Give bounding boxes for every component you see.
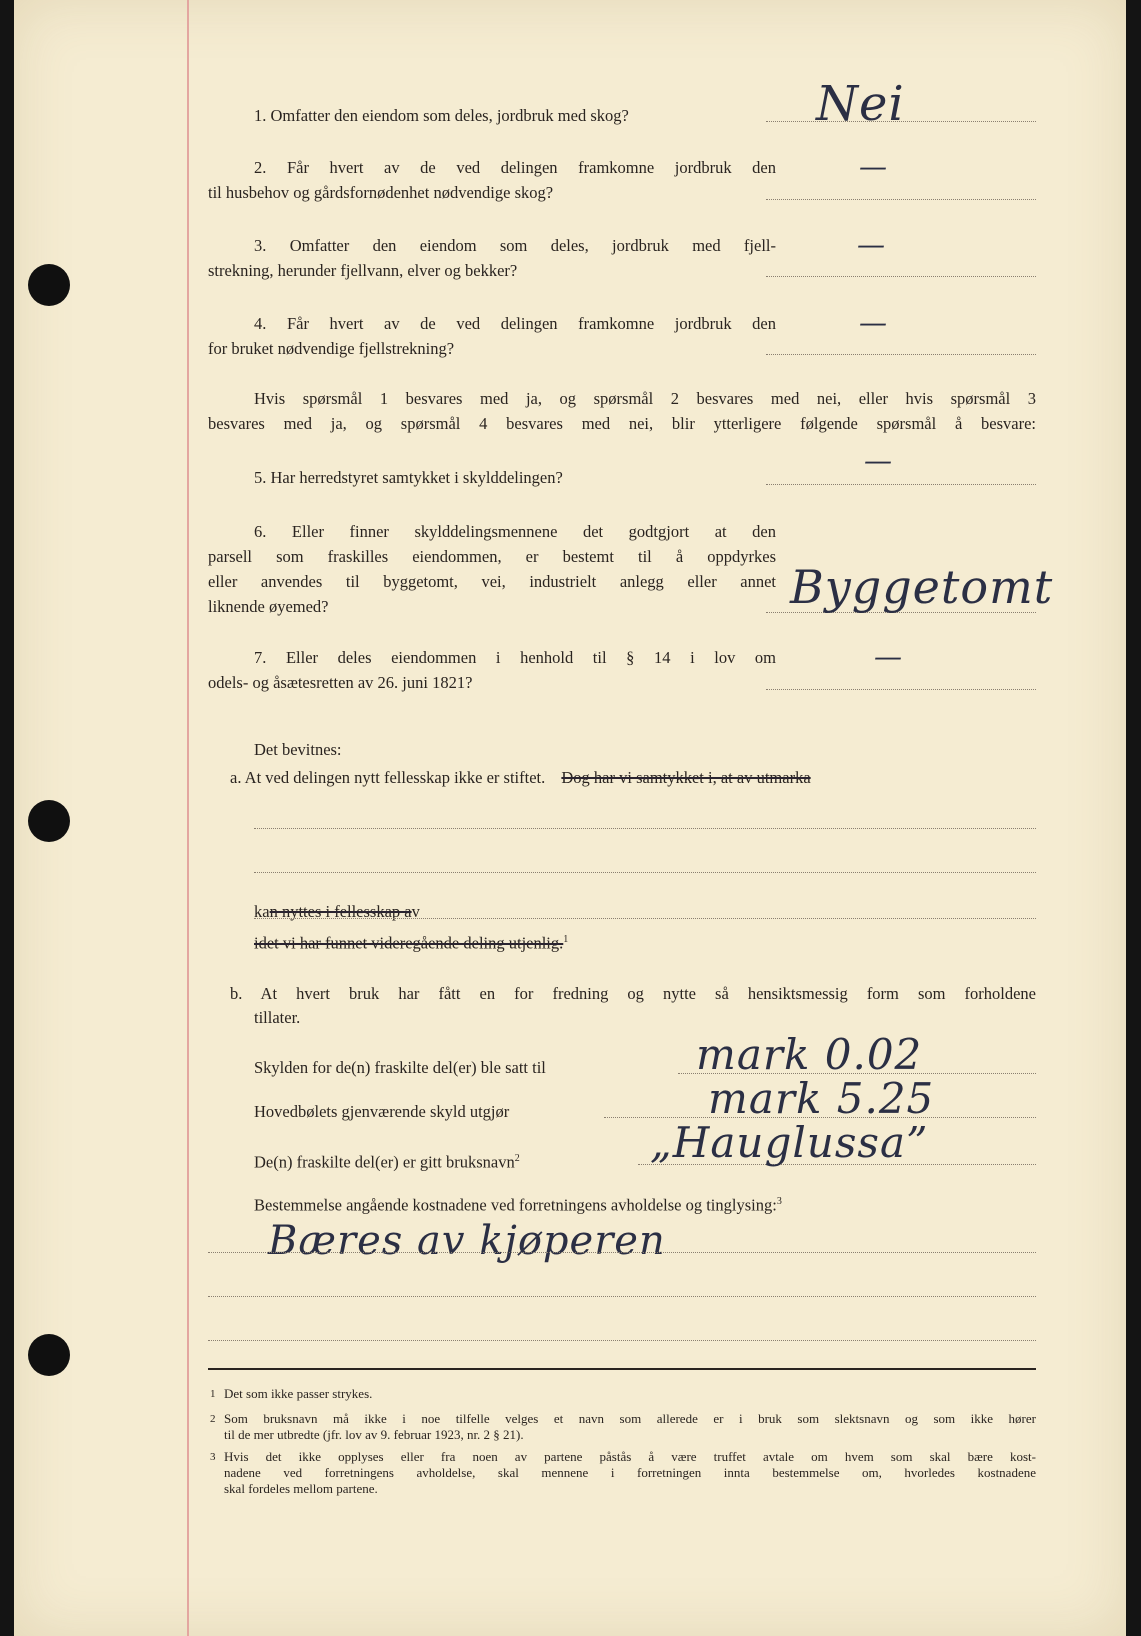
question-3-line-1: 3. Omfatter den eiendom som deles, jordbruk med fjell- (254, 236, 776, 255)
kostnader-label (254, 1190, 782, 1218)
witness-a-l2-struck: n nyttes i fellesskap a (269, 902, 412, 921)
footnote-3-line-1: Hvis det ikke opplyses eller fra noen av partene påstås å være truffet avtale om hvem som skal bære kost- (224, 1449, 1036, 1464)
bruksnavn-label-text: De(n) fraskilte del(er) er gitt bruksnavn (254, 1152, 515, 1172)
answer-6: Byggetomt (790, 560, 1054, 614)
witness-a-line-2 (254, 872, 1036, 873)
answer-2: — (859, 150, 888, 183)
answer-1: Nei (816, 76, 905, 132)
witness-a-l3-struck: idet vi har funnet videregående deling utjenlig. (254, 933, 564, 953)
question-4-line-1: 4. Får hvert av de ved delingen framkomne jordbruk den (254, 314, 776, 333)
question-6-line-4: liknende øyemed? (208, 597, 329, 616)
answer-7: — (874, 640, 903, 673)
footnote-ref-3: 3 (776, 1196, 782, 1207)
witness-a-line-3 (254, 900, 420, 924)
witness-a-struck: Dog har vi samtykket i, at av utmarka (561, 768, 811, 787)
margin-line (187, 0, 189, 1636)
hovedbol-label: Hovedbølets gjenværende skyld utgjør (254, 1102, 510, 1121)
question-6-line-2: parsell som fraskilles eiendommen, er bestemt til å oppdyrkes (208, 547, 776, 566)
kostnader-label-text: Bestemmelse angående kostnadene ved forretningens avholdelse og tinglysing: (254, 1195, 777, 1215)
question-7-line-2: odels- og åsætesretten av 26. juni 1821? (208, 673, 473, 692)
question-6-line-3: eller anvendes til byggetomt, vei, industrielt anlegg eller annet (208, 572, 776, 591)
question-1: 1. Omfatter den eiendom som deles, jordbruk med skog? (254, 106, 629, 125)
punch-hole (28, 1334, 70, 1376)
footnote-2-line-2: til de mer utbredte (jfr. lov av 9. februar 1923, nr. 2 § 21). (224, 1427, 524, 1442)
question-5: 5. Har herredstyret samtykket i skylddelingen? (254, 468, 563, 487)
footnote-1-num: 1 (210, 1388, 216, 1400)
witness-a (230, 766, 811, 790)
footnote-ref-1: 1 (563, 934, 569, 945)
kostnader-line-1 (208, 1252, 1036, 1253)
question-2-line-1: 2. Får hvert av de ved delingen framkomne jordbruk den (254, 158, 776, 177)
answer-3: — (857, 228, 886, 261)
condition-line-2: besvares med ja, og spørsmål 4 besvares med nei, blir ytterligere følgende spørsmål å besvare: (208, 414, 1036, 433)
footnote-3-num: 3 (210, 1451, 216, 1463)
skyld-label: Skylden for de(n) fraskilte del(er) ble satt til (254, 1058, 546, 1077)
bruksnavn-label (254, 1147, 520, 1175)
answer-line-4 (766, 354, 1036, 355)
answer-line-2 (766, 199, 1036, 200)
footnote-1-line-1: Det som ikke passer strykes. (224, 1386, 373, 1401)
footnote-3-line-2: nadene ved forretningens avholdelse, skal mennene i forretningen innta bestemmelse om, hvorledes kostnadene (224, 1465, 1036, 1480)
witness-b-line-1: b. At hvert bruk har fått en for fredning og nytte så hensiktsmessig form som forholdene (230, 984, 1036, 1003)
answer-5: — (864, 444, 893, 477)
answer-line-5 (766, 484, 1036, 485)
answer-line-3 (766, 276, 1036, 277)
kostnader-line-3 (208, 1340, 1036, 1341)
question-6-line-1: 6. Eller finner skylddelingsmennene det godtgjort at den (254, 522, 776, 541)
witness-heading: Det bevitnes: (254, 740, 342, 759)
footnote-3-line-3: skal fordeles mellom partene. (224, 1481, 378, 1496)
question-7-line-1: 7. Eller deles eiendommen i henhold til § 14 i lov om (254, 648, 776, 667)
punch-hole (28, 800, 70, 842)
kostnader-line-2 (208, 1296, 1036, 1297)
skyld-value: mark 0.02 (696, 1030, 923, 1079)
kostnader-value: Bæres av kjøperen (268, 1218, 666, 1264)
witness-a-line-4 (254, 928, 568, 956)
answer-4: — (859, 306, 888, 339)
condition-line-1: Hvis spørsmål 1 besvares med ja, og spørsmål 2 besvares med nei, eller hvis spørsmål 3 (254, 389, 1036, 408)
document-page (14, 0, 1126, 1636)
bruksnavn-value: „Hauglussa” (650, 1118, 929, 1167)
witness-a-l2-suffix: v (411, 902, 420, 921)
question-4-line-2: for bruket nødvendige fjellstrekning? (208, 339, 455, 358)
footnote-2-num: 2 (210, 1413, 216, 1425)
answer-line-7 (766, 689, 1036, 690)
footnote-ref-2: 2 (514, 1153, 520, 1164)
witness-b-line-2: tillater. (254, 1008, 301, 1027)
witness-a-line-1 (254, 828, 1036, 829)
punch-hole (28, 264, 70, 306)
witness-a-text: a. At ved delingen nytt fellesskap ikke er stiftet. (230, 768, 546, 787)
question-3-line-2: strekning, herunder fjellvann, elver og bekker? (208, 261, 518, 280)
witness-a-l2-prefix: ka (254, 902, 270, 921)
witness-a-line-3-dots (254, 918, 1036, 919)
hovedbol-value: mark 5.25 (708, 1074, 935, 1123)
footnote-2-line-1: Som bruksnavn må ikke i noe tilfelle velges et navn som allerede er i bruk som slektsnavn og som ikke hører (224, 1411, 1036, 1426)
question-2-line-2: til husbehov og gårdsfornødenhet nødvendige skog? (208, 183, 554, 202)
footnote-rule (208, 1368, 1036, 1370)
